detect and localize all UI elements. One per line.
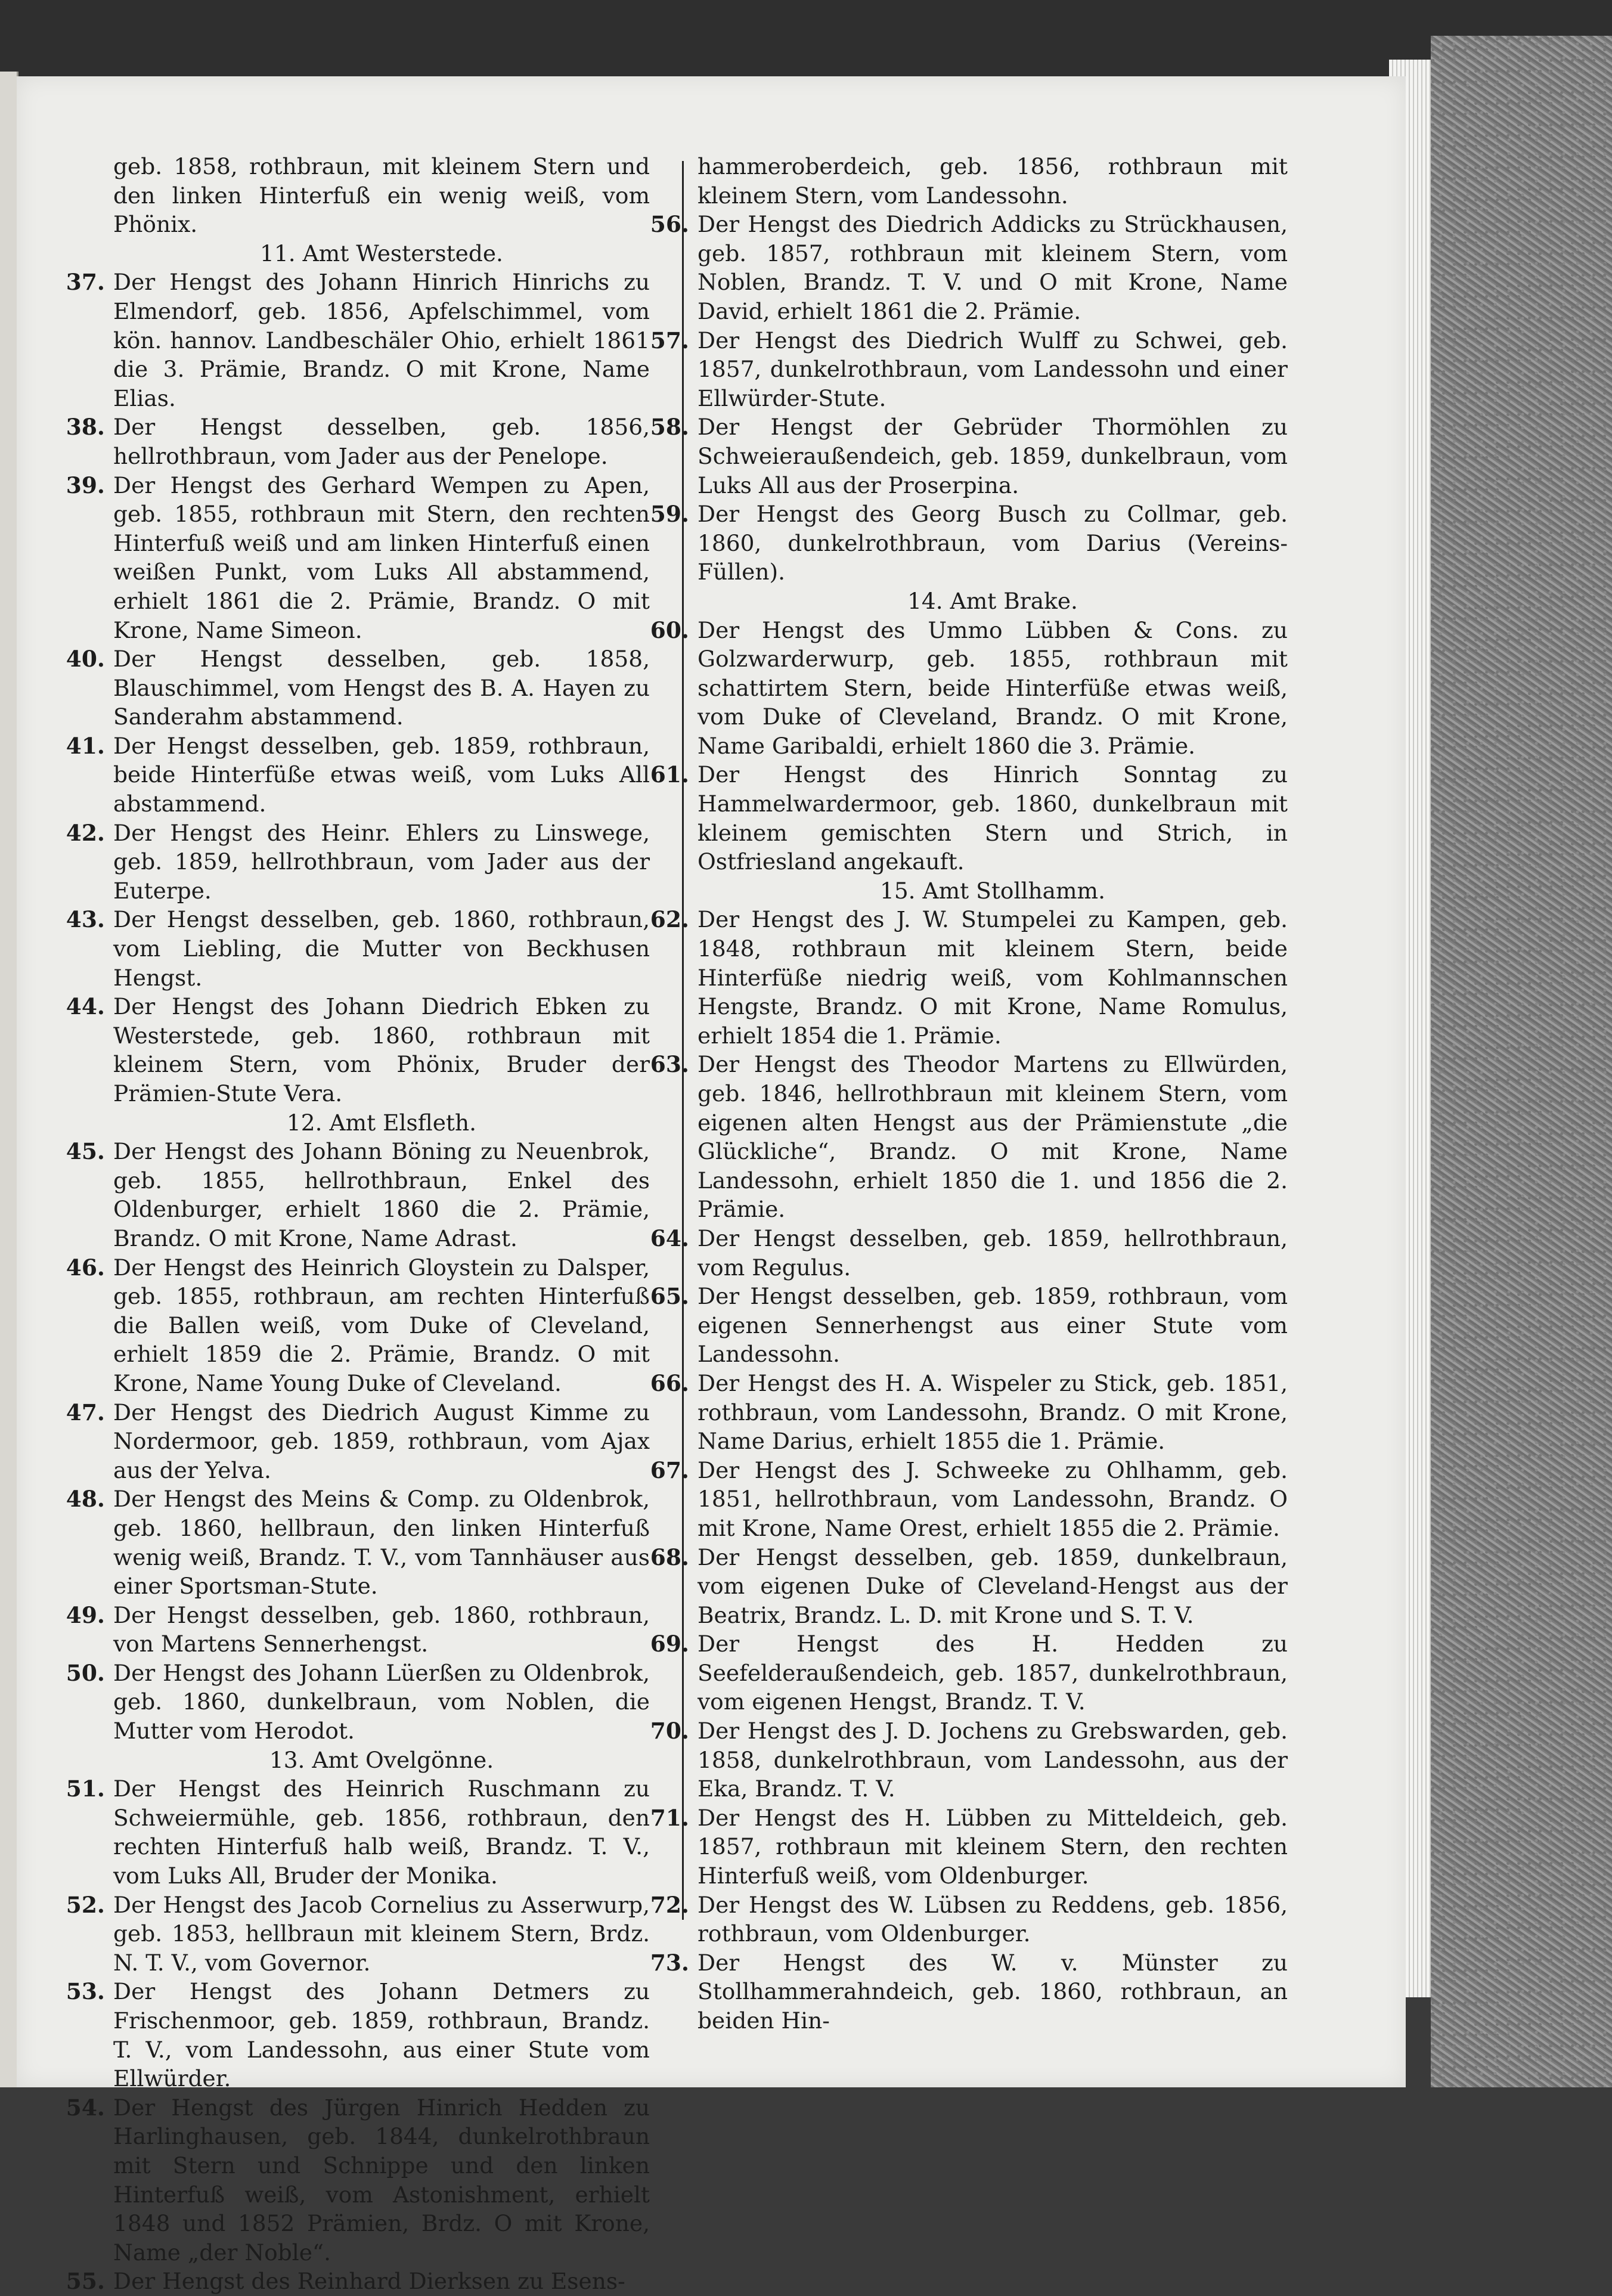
list-item <box>650 500 1288 587</box>
entry-text: Der Hengst des H. A. Wispeler zu Stick, geb. 1851, rothbraun, vom Landessohn, Brandz. O mit Krone, Name Darius, erhielt 1855 die 1. Prämie. <box>698 1369 1288 1455</box>
entry-number: 40. <box>66 646 105 673</box>
entry-number: 52. <box>66 1891 105 1918</box>
list-item <box>66 819 650 906</box>
book-cover <box>1431 36 1612 2087</box>
entry-text: Der Hengst des Jacob Cornelius zu Asserwurp, geb. 1853, hellbraun mit kleinem Stern, Brdz. N. T. V., vom Governor. <box>113 1891 650 1976</box>
list-item <box>650 1543 1288 1630</box>
entry-text: Der Hengst des H. Hedden zu Seefelderaußendeich, geb. 1857, dunkelrothbraun, vom eigenen Hengst, Brandz. T. V. <box>698 1631 1288 1715</box>
entry-text: Der Hengst desselben, geb. 1859, rothbraun, vom eigenen Sennerhengst aus einer Stute vom Landessohn. <box>698 1283 1288 1368</box>
entry-number: 66. <box>650 1369 689 1396</box>
entry-text: Der Hengst desselben, geb. 1858, Blauschimmel, vom Hengst des B. A. Hayen zu Sanderahm abstammend. <box>113 646 650 730</box>
left-column <box>66 152 650 2296</box>
entry-number: 72. <box>650 1891 689 1918</box>
list-item <box>66 905 650 992</box>
list-item <box>650 1804 1288 1891</box>
list-item <box>650 326 1288 413</box>
entry-number: 61. <box>650 761 689 788</box>
list-item <box>66 413 650 470</box>
entry-text: Der Hengst des Johann Lüerßen zu Oldenbrok, geb. 1860, dunkelbraun, vom Noblen, die Mutter vom Herodot. <box>113 1659 650 1745</box>
entry-text: Der Hengst des Reinhard Dierksen zu Esens- <box>113 2268 625 2295</box>
list-item <box>650 1891 1288 1948</box>
section-heading: 14. Amt Brake. <box>907 587 1078 614</box>
entry-number: 71. <box>650 1804 689 1831</box>
list-item <box>66 2267 650 2296</box>
entry-text: Der Hengst des W. Lübsen zu Reddens, geb. 1856, rothbraun, vom Oldenburger. <box>698 1891 1288 1947</box>
entry-text: Der Hengst des Ummo Lübben & Cons. zu Golzwarderwurp, geb. 1855, rothbraun mit schattirtem Stern, beide Hinterfüße etwas weiß, vom Duke of Cleveland, Brandz. O mit Krone, Name Garibaldi, erhielt 1860 die 3. Prämie. <box>698 616 1288 759</box>
list-item <box>650 210 1288 326</box>
entry-number: 43. <box>66 906 105 933</box>
list-item <box>650 1716 1288 1804</box>
entry-text: Der Hengst des Hinrich Sonntag zu Hammelwardermoor, geb. 1860, dunkelbraun mit kleinem gemischten Stern und Strich, in Ostfriesland angekauft. <box>698 761 1288 875</box>
list-item <box>66 1659 650 1746</box>
list-item <box>66 1253 650 1398</box>
entry-text: Der Hengst des Jürgen Hinrich Hedden zu Harlinghausen, geb. 1844, dunkelrothbraun mit Stern und Schnippe und den linken Hinterfuß weiß, vom Astonishment, erhielt 1848 und 1852 Prämien, Brdz. O mit Krone, Name „der Noble“. <box>113 2094 650 2266</box>
entry-text: Der Hengst des Johann Diedrich Ebken zu Westerstede, geb. 1860, rothbraun mit kleinem Stern, vom Phönix, Bruder der Prämien-Stute Vera. <box>113 993 650 1107</box>
right-column <box>650 152 1288 2035</box>
list-item <box>66 1977 650 2093</box>
continued-text: geb. 1858, rothbraun, mit kleinem Stern und den linken Hinterfuß ein wenig weiß, vom Phönix. <box>113 153 650 238</box>
entry-text: Der Hengst des W. v. Münster zu Stollhammerahndeich, geb. 1860, rothbraun, an beiden Hin- <box>698 1949 1288 2034</box>
list-item <box>66 645 650 732</box>
section-heading: 11. Amt Westerstede. <box>260 240 503 267</box>
entry-text: Der Hengst des Johann Böning zu Neuenbrok, geb. 1855, hellrothbraun, Enkel des Oldenburger, erhielt 1860 die 2. Prämie, Brandz. O mit Krone, Name Adrast. <box>113 1138 650 1251</box>
entry-number: 67. <box>650 1457 689 1483</box>
list-item <box>66 1601 650 1659</box>
entry-number: 65. <box>650 1283 689 1310</box>
entry-text: Der Hengst desselben, geb. 1860, rothbraun, von Martens Sennerhengst. <box>113 1601 650 1657</box>
list-item <box>66 268 650 413</box>
entry-number: 68. <box>650 1544 689 1570</box>
entry-number: 47. <box>66 1399 105 1426</box>
list-item <box>650 413 1288 500</box>
entry-number: 51. <box>66 1776 105 1802</box>
list-item <box>66 992 650 1108</box>
section-heading: 15. Amt Stollhamm. <box>879 877 1106 904</box>
list-item <box>650 760 1288 876</box>
list-item <box>650 616 1288 761</box>
entry-number: 73. <box>650 1949 689 1976</box>
entry-number: 60. <box>650 616 689 643</box>
list-item <box>66 2093 650 2267</box>
list-item <box>650 1282 1288 1369</box>
entry-number: 54. <box>66 2094 105 2121</box>
entry-number: 62. <box>650 906 689 933</box>
list-item <box>650 1456 1288 1543</box>
entry-text: Der Hengst des H. Lübben zu Mitteldeich, geb. 1857, rothbraun mit kleinem Stern, den rechten Hinterfuß weiß, vom Oldenburger. <box>698 1804 1288 1889</box>
entry-text: Der Hengst des Johann Hinrich Hinrichs zu Elmendorf, geb. 1856, Apfelschimmel, vom kön. hannov. Landbeschäler Ohio, erhielt 1861 die 3. Prämie, Brandz. O mit Krone, Name Elias. <box>113 269 650 411</box>
entry-number: 58. <box>650 414 689 441</box>
entry-text: Der Hengst desselben, geb. 1856, hellrothbraun, vom Jader aus der Penelope. <box>113 414 650 469</box>
list-item <box>650 1948 1288 2035</box>
entry-number: 45. <box>66 1138 105 1165</box>
entry-text: Der Hengst der Gebrüder Thormöhlen zu Schweieraußendeich, geb. 1859, dunkelbraun, vom Luks All aus der Proserpina. <box>698 414 1288 498</box>
continued-text: hammeroberdeich, geb. 1856, rothbraun mit kleinem Stern, vom Landessohn. <box>698 153 1288 209</box>
list-item <box>66 1891 650 1978</box>
entry-number: 55. <box>66 2268 105 2295</box>
entry-text: Der Hengst des Diedrich August Kimme zu Nordermoor, geb. 1859, rothbraun, vom Ajax aus der Yelva. <box>113 1399 650 1483</box>
entry-text: Der Hengst des Meins & Comp. zu Oldenbrok, geb. 1860, hellbraun, den linken Hinterfuß wenig weiß, Brandz. T. V., vom Tannhäuser aus einer Sportsman-Stute. <box>113 1486 650 1600</box>
entry-number: 56. <box>650 211 689 238</box>
entry-text: Der Hengst des Heinrich Gloystein zu Dalsper, geb. 1855, rothbraun, am rechten Hinterfuß die Ballen weiß, vom Duke of Cleveland, erhielt 1859 die 2. Prämie, Brandz. O mit Krone, Name Young Duke of Cleveland. <box>113 1254 650 1396</box>
list-item <box>66 1485 650 1600</box>
list-item <box>650 1224 1288 1282</box>
entry-number: 44. <box>66 993 105 1020</box>
entry-number: 64. <box>650 1225 689 1251</box>
entry-number: 69. <box>650 1631 689 1657</box>
entry-number: 49. <box>66 1601 105 1628</box>
entry-number: 41. <box>66 732 105 759</box>
section-heading: 12. Amt Elsfleth. <box>286 1109 477 1136</box>
entry-number: 46. <box>66 1254 105 1281</box>
entry-text: Der Hengst des Heinrich Ruschmann zu Schweiermühle, geb. 1856, rothbraun, den rechten Hinterfuß halb weiß, Brandz. T. V., vom Luks All, Bruder der Monika. <box>113 1776 650 1889</box>
entry-text: Der Hengst des Theodor Martens zu Ellwürden, geb. 1846, hellrothbraun mit kleinem Stern, vom eigenen alten Hengst aus der Prämienstute „die Glückliche“, Brandz. O mit Krone, Name Landessohn, erhielt 1850 die 1. und 1856 die 2. Prämie. <box>698 1051 1288 1223</box>
entry-text: Der Hengst des Diedrich Wulff zu Schwei, geb. 1857, dunkelrothbraun, vom Landessohn und einer Ellwürder-Stute. <box>698 327 1288 411</box>
list-item <box>66 1398 650 1485</box>
list-item <box>650 1369 1288 1456</box>
entry-text: Der Hengst des Georg Busch zu Collmar, geb. 1860, dunkelrothbraun, vom Darius (Vereins-Füllen). <box>698 501 1288 585</box>
facing-page-edge <box>0 72 18 2087</box>
list-item <box>66 732 650 819</box>
entry-text: Der Hengst des Johann Detmers zu Frischenmoor, geb. 1859, rothbraun, Brandz. T. V., vom Landessohn, aus einer Stute vom Ellwürder. <box>113 1978 650 2092</box>
list-item <box>650 1629 1288 1716</box>
list-item <box>66 1137 650 1253</box>
entry-text: Der Hengst des Gerhard Wempen zu Apen, geb. 1855, rothbraun mit Stern, den rechten Hinterfuß weiß und am linken Hinterfuß einen weißen Punkt, vom Luks All abstammend, erhielt 1861 die 2. Prämie, Brandz. O mit Krone, Name Simeon. <box>113 472 650 643</box>
entry-text: Der Hengst des J. D. Jochens zu Grebswarden, geb. 1858, dunkelrothbraun, vom Landessohn, aus der Eka, Brandz. T. V. <box>698 1718 1288 1802</box>
entry-text: Der Hengst desselben, geb. 1860, rothbraun, vom Liebling, die Mutter von Beckhusen Hengst. <box>113 906 650 991</box>
entry-number: 70. <box>650 1718 689 1745</box>
entry-number: 42. <box>66 819 105 846</box>
entry-number: 50. <box>66 1659 105 1686</box>
entry-number: 63. <box>650 1051 689 1078</box>
entry-number: 38. <box>66 414 105 441</box>
entry-text: Der Hengst desselben, geb. 1859, rothbraun, beide Hinterfüße etwas weiß, vom Luks All abstammend. <box>113 732 650 817</box>
entry-text: Der Hengst des Diedrich Addicks zu Strückhausen, geb. 1857, rothbraun mit kleinem Stern, vom Noblen, Brandz. T. V. und O mit Krone, Name David, erhielt 1861 die 2. Prämie. <box>698 211 1288 324</box>
entry-number: 59. <box>650 501 689 528</box>
scan-background <box>0 0 1612 80</box>
entry-number: 48. <box>66 1486 105 1513</box>
list-item <box>650 1050 1288 1224</box>
entry-text: Der Hengst desselben, geb. 1859, dunkelbraun, vom eigenen Duke of Cleveland-Hengst aus der Beatrix, Brandz. L. D. mit Krone und S. T. V. <box>698 1544 1288 1628</box>
entry-number: 37. <box>66 269 105 296</box>
entry-text: Der Hengst des Heinr. Ehlers zu Linswege, geb. 1859, hellrothbraun, vom Jader aus der Euterpe. <box>113 819 650 904</box>
entry-text: Der Hengst des J. Schweeke zu Ohlhamm, geb. 1851, hellrothbraun, vom Landessohn, Brandz. O mit Krone, Name Orest, erhielt 1855 die 2. Prämie. <box>698 1457 1288 1541</box>
entry-text: Der Hengst desselben, geb. 1859, hellrothbraun, vom Regulus. <box>698 1225 1288 1281</box>
list-item <box>66 471 650 645</box>
entry-number: 53. <box>66 1978 105 2005</box>
entry-number: 57. <box>650 327 689 354</box>
list-item <box>650 905 1288 1050</box>
entry-number: 39. <box>66 472 105 498</box>
section-heading: 13. Amt Ovelgönne. <box>269 1746 494 1773</box>
entry-text: Der Hengst des J. W. Stumpelei zu Kampen, geb. 1848, rothbraun mit kleinem Stern, beide Hinterfüße niedrig weiß, vom Kohlmannschen Hengste, Brandz. O mit Krone, Name Romulus, erhielt 1854 die 1. Prämie. <box>698 906 1288 1049</box>
list-item <box>66 1774 650 1890</box>
